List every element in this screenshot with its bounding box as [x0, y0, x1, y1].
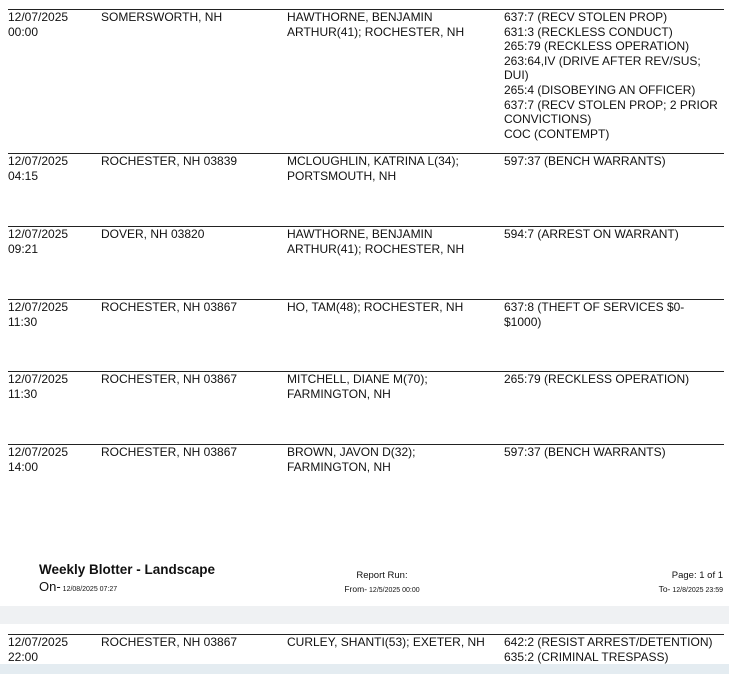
offenses-cell — [504, 227, 726, 242]
arrestee-cell — [287, 154, 492, 183]
blotter-row — [8, 444, 724, 515]
offense-line: 265:4 (DISOBEYING AN OFFICER) — [504, 82, 696, 97]
on-value: 12/08/2025 07:27 — [62, 586, 118, 593]
from-value: 12/5/2025 00:00 — [369, 587, 420, 594]
arrestee-name: HO, TAM(48); ROCHESTER, NH — [287, 300, 464, 314]
offense-line: 265:79 (RECKLESS OPERATION) — [504, 39, 690, 54]
location-cell: ROCHESTER, NH 03867 — [101, 300, 238, 314]
arrestee-cell — [287, 300, 492, 315]
offense-line: COC (CONTEMPT) — [504, 126, 610, 141]
date-time-cell — [8, 300, 88, 329]
location-cell: SOMERSWORTH, NH — [101, 10, 223, 24]
location-cell: ROCHESTER, NH 03867 — [101, 445, 238, 459]
page-number: Page: 1 of 1 — [671, 570, 723, 581]
arrestee-cell — [287, 445, 492, 474]
arrestee-address: FARMINGTON, NH — [287, 459, 391, 474]
offense-line: DUI) — [504, 68, 529, 83]
record-time: 22:00 — [8, 649, 39, 664]
offenses-cell — [504, 372, 726, 387]
from-label: From- — [344, 584, 368, 594]
record-time: 11:30 — [8, 314, 38, 329]
record-time: 00:00 — [8, 24, 39, 39]
arrestee-name: HAWTHORNE, BENJAMIN — [287, 227, 433, 241]
date-time-cell — [8, 372, 88, 401]
report-run-label: Report Run: — [356, 570, 408, 581]
blotter-row — [8, 299, 724, 370]
record-date: 12/07/2025 — [8, 300, 69, 314]
arrestee-address: PORTSMOUTH, NH — [287, 168, 397, 183]
date-time-cell — [8, 445, 88, 474]
offense-line: 637:7 (RECV STOLEN PROP; 2 PRIOR — [504, 97, 718, 112]
offense-line: 631:3 (RECKLESS CONDUCT) — [504, 24, 673, 39]
offense-line: CONVICTIONS) — [504, 112, 592, 127]
arrestee-address: ARTHUR(41); ROCHESTER, NH — [287, 24, 465, 39]
offense-line: 642:2 (RESIST ARREST/DETENTION) — [504, 635, 713, 649]
to-value: 12/8/2025 23:59 — [672, 587, 723, 594]
offenses-cell — [504, 300, 726, 329]
offense-line: 265:79 (RECKLESS OPERATION) — [504, 372, 690, 386]
blotter-row — [8, 153, 724, 224]
offense-line: 594:7 (ARREST ON WARRANT) — [504, 227, 679, 241]
arrestee-address: ARTHUR(41); ROCHESTER, NH — [287, 241, 465, 256]
to-label: To- — [658, 584, 671, 594]
record-time: 14:00 — [8, 459, 39, 474]
offenses-cell — [504, 10, 726, 141]
offense-line: 637:8 (THEFT OF SERVICES $0- — [504, 300, 685, 314]
arrestee-name: BROWN, JAVON D(32); — [287, 445, 416, 459]
offense-line: 263:64,IV (DRIVE AFTER REV/SUS; — [504, 53, 701, 68]
report-title: Weekly Blotter - Landscape — [39, 562, 216, 577]
offense-line: $1000) — [504, 314, 542, 329]
arrestee-cell — [287, 635, 492, 650]
record-date: 12/07/2025 — [8, 635, 69, 649]
date-time-cell — [8, 10, 88, 39]
viewer-bottom-band — [0, 664, 729, 674]
generated-on — [39, 579, 117, 594]
arrestee-name: MCLOUGHLIN, KATRINA L(34); — [287, 154, 459, 168]
offenses-cell — [504, 445, 726, 460]
on-label: On- — [39, 579, 61, 594]
location-cell: ROCHESTER, NH 03867 — [101, 372, 238, 386]
location-cell: ROCHESTER, NH 03839 — [101, 154, 238, 168]
offenses-cell — [504, 154, 726, 169]
arrestee-address: FARMINGTON, NH — [287, 386, 391, 401]
record-time: 11:30 — [8, 386, 38, 401]
offense-line: 635:2 (CRIMINAL TRESPASS) — [504, 649, 669, 664]
record-date: 12/07/2025 — [8, 10, 69, 24]
record-date: 12/07/2025 — [8, 445, 69, 459]
offense-line: 597:37 (BENCH WARRANTS) — [504, 154, 666, 168]
arrestee-cell — [287, 10, 492, 39]
date-time-cell — [8, 227, 88, 256]
report-footer — [0, 562, 729, 602]
date-time-cell — [8, 154, 88, 183]
offenses-cell — [504, 635, 726, 664]
arrestee-name: MITCHELL, DIANE M(70); — [287, 372, 428, 386]
arrestee-cell — [287, 227, 492, 256]
arrestee-name: CURLEY, SHANTI(53); EXETER, NH — [287, 635, 485, 649]
record-date: 12/07/2025 — [8, 227, 69, 241]
location-cell: DOVER, NH 03820 — [101, 227, 205, 241]
arrestee-cell — [287, 372, 492, 401]
offense-line: 637:7 (RECV STOLEN PROP) — [504, 10, 668, 24]
location-cell: ROCHESTER, NH 03867 — [101, 635, 238, 649]
arrestee-name: HAWTHORNE, BENJAMIN — [287, 10, 433, 24]
date-range-to — [659, 584, 723, 594]
record-date: 12/07/2025 — [8, 154, 69, 168]
blotter-row — [8, 9, 724, 150]
record-date: 12/07/2025 — [8, 372, 69, 386]
page-separator — [0, 606, 729, 624]
offense-line: 597:37 (BENCH WARRANTS) — [504, 445, 666, 459]
date-time-cell — [8, 635, 88, 664]
blotter-row — [8, 226, 724, 297]
date-range-from — [300, 584, 464, 594]
blotter-row — [8, 371, 724, 442]
record-time: 09:21 — [8, 241, 39, 256]
record-time: 04:15 — [8, 168, 39, 183]
